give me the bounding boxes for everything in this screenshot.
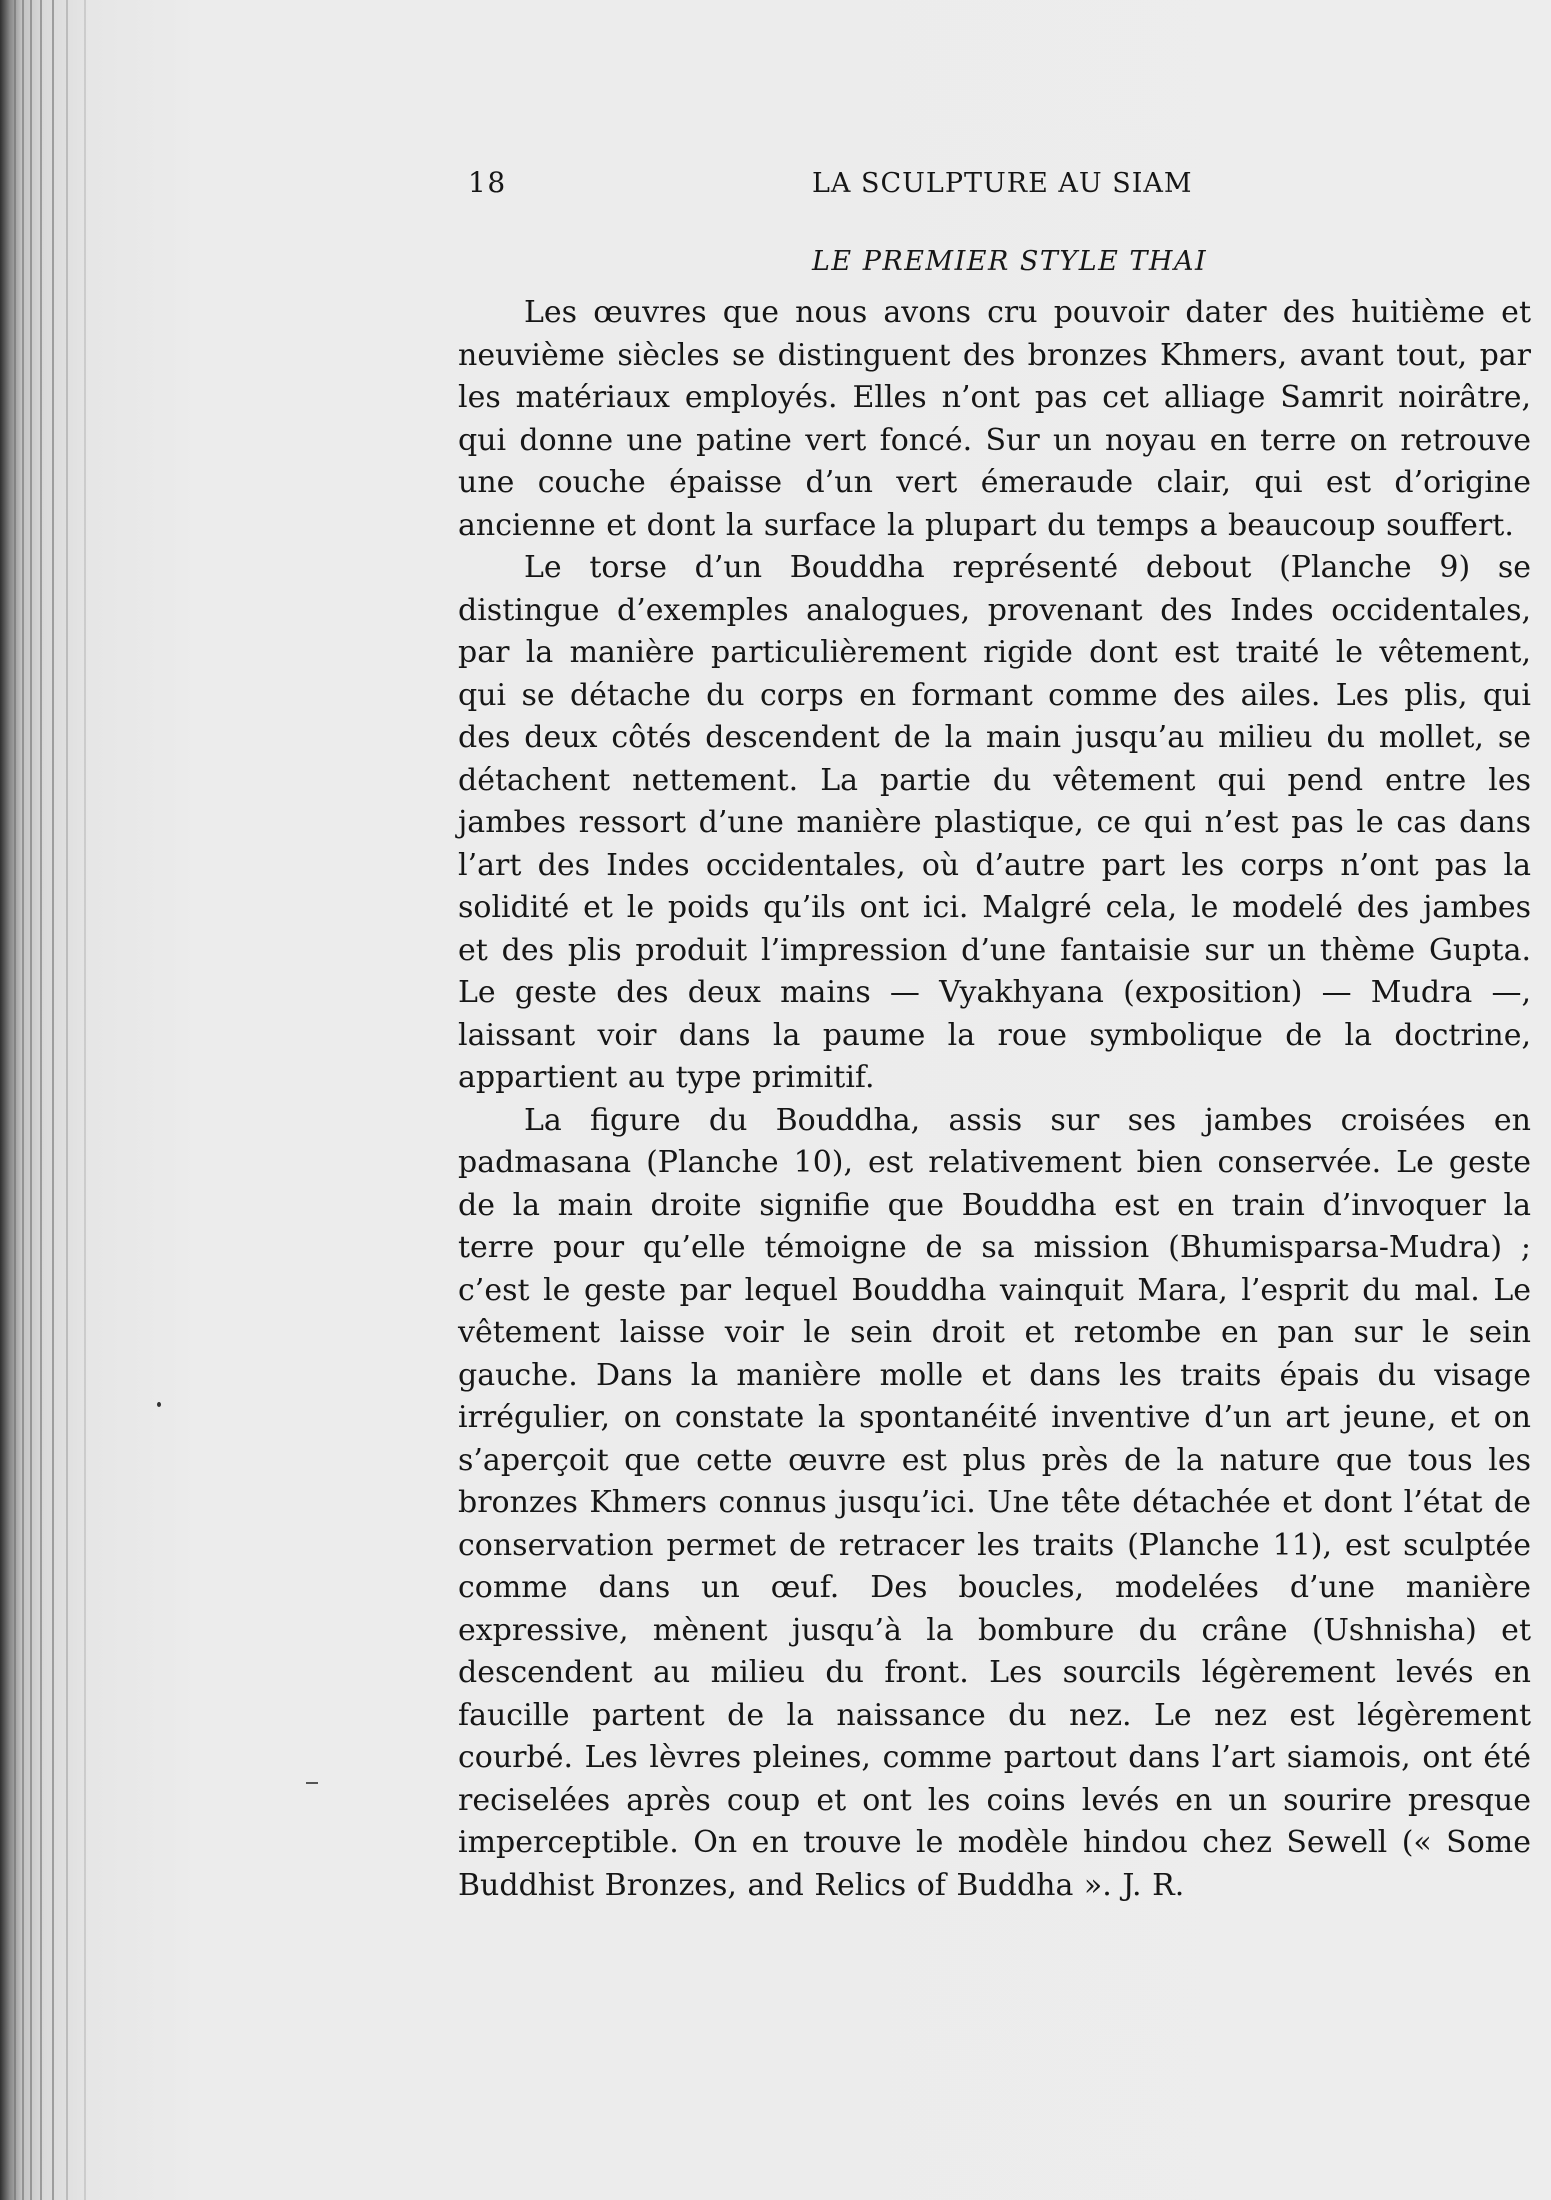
section-title: LE PREMIER STYLE THAI: [812, 246, 1208, 277]
text-block: [458, 160, 1531, 1907]
running-head: [458, 160, 1531, 204]
paragraph: Le torse d’un Bouddha représenté debout (Planche 9) se distingue d’exemples analogues, provenant des Indes occidentales, par la manière particulièrement rigide dont est traité le vêtement, qui se détache du corps en formant comme des ailes. Les plis, qui des deux côtés descendent de la main jusqu’au milieu du mollet, se détachent nettement. La partie du vêtement qui pend entre les jambes ressort d’une manière plastique, ce qui n’est pas le cas dans l’art des Indes occidentales, où d’autre part les corps n’ont pas la solidité et le poids qu’ils ont ici. Malgré cela, le modelé des jambes et des plis produit l’impression d’une fantaisie sur un thème Gupta. Le geste des deux mains — Vyakhyana (exposition) — Mudra —, laissant voir dans la paume la roue symbolique de la doctrine, appartient au type primitif.: [458, 550, 1531, 1095]
page-number: 18: [468, 166, 507, 199]
paragraph: Les œuvres que nous avons cru pouvoir dater des huitième et neuvième siècles se distinguent des bronzes Khmers, avant tout, par les matériaux employés. Elles n’ont pas cet alliage Samrit noirâtre, qui donne une patine vert foncé. Sur un noyau en terre on retrouve une couche épaisse d’un vert émeraude clair, qui est d’origine ancienne et dont la surface la plupart du temps a beaucoup souffert.: [458, 295, 1531, 543]
page-edge: [84, 0, 86, 2200]
scan-speck: [157, 1402, 161, 1407]
page-edge: [40, 0, 42, 2200]
paragraph: La figure du Bouddha, assis sur ses jambes croisées en padmasana (Planche 10), est relativement bien conservée. Le geste de la main droite signifie que Bouddha est en train d’invoquer la terre pour qu’elle témoigne de sa mission (Bhumisparsa-Mudra) ; c’est le geste par lequel Bouddha vainquit Mara, l’esprit du mal. Le vêtement laisse voir le sein droit et retombe en pan sur le sein gauche. Dans la manière molle et dans les traits épais du visage irrégulier, on constate la spontanéité inventive d’un art jeune, et on s’aperçoit que cette œuvre est plus près de la nature que tous les bronzes Khmers connus jusqu’ici. Une tête détachée et dont l’état de conservation permet de retracer les traits (Planche 11), est sculptée comme dans un œuf. Des boucles, modelées d’une manière expressive, mènent jusqu’à la bombure du crâne (Ushnisha) et descendent au milieu du front. Les sourcils légèrement levés en faucille partent de la naissance du nez. Le nez est légèrement courbé. Les lèvres pleines, comme partout dans l’art siamois, ont été reciselées après coup et ont les coins levés en un sourire presque imperceptible. On en trouve le modèle hindou chez Sewell (« Some Buddhist Bronzes, and Relics of Buddha ». J. R.: [458, 1102, 1531, 1903]
page-edge: [30, 0, 32, 2200]
page-edge: [66, 0, 68, 2200]
page-edge: [14, 0, 16, 2200]
page-edge: [22, 0, 24, 2200]
scan-mark: [306, 1782, 318, 1784]
page-edge: [52, 0, 54, 2200]
running-title: LA SCULPTURE AU SIAM: [812, 168, 1193, 199]
